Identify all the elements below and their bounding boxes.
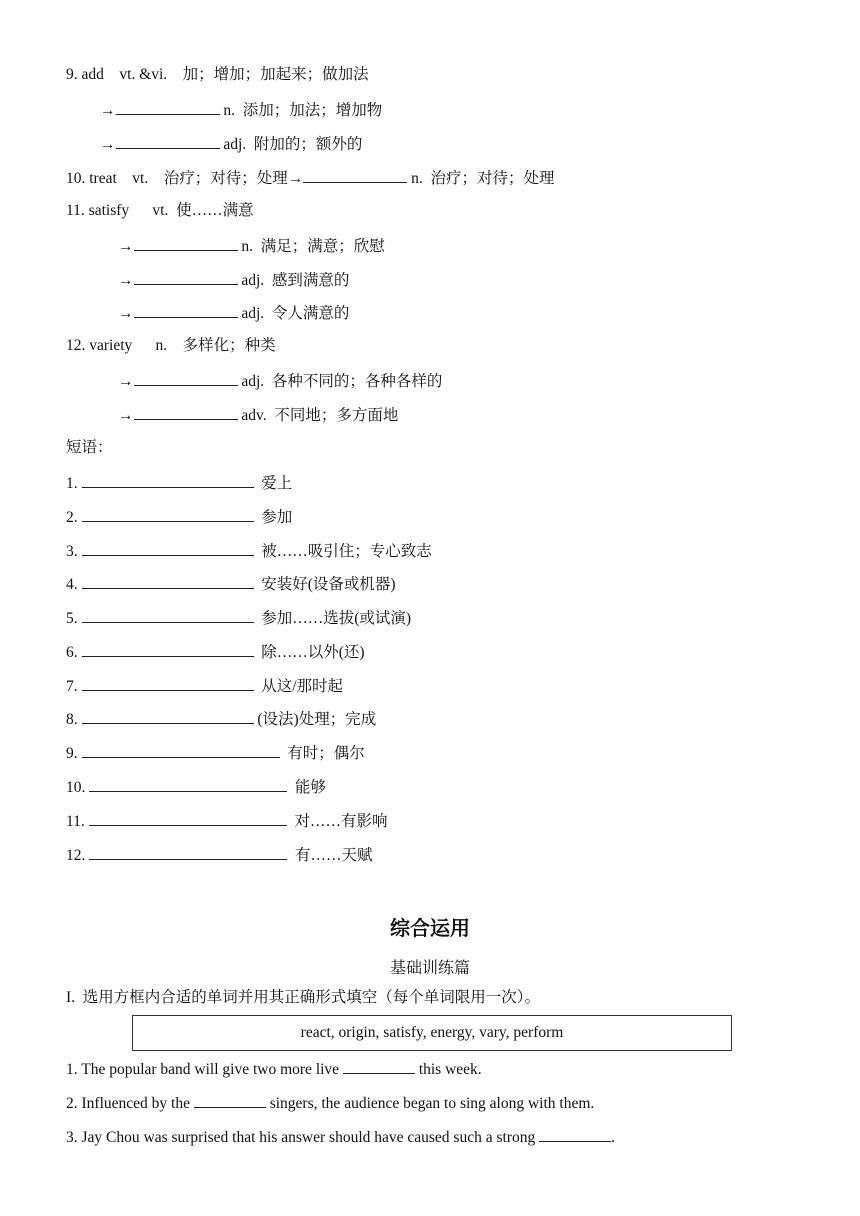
phrase-number: 4. [66,576,78,593]
vocab-entry-treat [66,167,554,189]
phrase-item [66,540,432,562]
phrase-number: 12. [66,847,86,864]
answer-blank[interactable] [82,540,254,556]
arrow-icon: → [100,136,116,153]
sentence-text: singers, the audience began to sing along with them. [265,1095,595,1112]
phrase-meaning: 对……有影响 [286,813,388,830]
phrase-item [66,573,396,595]
vocab-derivative [118,302,349,324]
phrase-item [66,506,292,528]
phrase-item [66,844,373,866]
answer-blank[interactable] [82,573,254,589]
answer-blank[interactable] [539,1126,611,1142]
phrase-item [66,742,365,764]
answer-blank[interactable] [194,1092,266,1108]
sentence-text: . [611,1129,615,1146]
answer-blank[interactable] [116,133,220,149]
phrase-number: 6. [66,644,78,661]
answer-blank[interactable] [134,235,238,251]
vocab-entry-add: 9. add vt. &vi. 加；增加；加起来；做加法 [66,66,369,83]
section-subtitle: 基础训练篇 [389,960,470,977]
answer-blank[interactable] [82,641,254,657]
phrase-item [66,472,292,494]
section-title: 综合运用 [390,916,470,940]
phrase-item [66,708,376,730]
phrase-number: 3. [66,543,78,560]
phrase-item [66,675,343,697]
derivative-meaning: n. 满足；满意；欣慰 [237,238,385,255]
answer-blank[interactable] [82,607,254,623]
entry-head: 10. treat vt. 治疗；对待；处理→ [66,170,304,187]
sentence-text: 2. Influenced by the [66,1095,194,1112]
vocab-derivative [118,269,349,291]
answer-blank[interactable] [89,776,287,792]
phrase-meaning: (设法)处理；完成 [253,711,377,728]
answer-blank[interactable] [89,844,287,860]
phrase-meaning: 有……天赋 [287,847,373,864]
vocab-entry-satisfy: 11. satisfy vt. 使……满意 [66,202,254,219]
derivative-meaning: adj. 令人满意的 [237,305,350,322]
phrase-item [66,810,387,832]
phrase-meaning: 安装好(设备或机器) [253,576,396,593]
answer-blank[interactable] [134,302,238,318]
answer-blank[interactable] [134,269,238,285]
vocab-derivative [100,133,362,155]
answer-blank[interactable] [82,472,254,488]
answer-blank[interactable] [116,99,220,115]
answer-blank[interactable] [343,1058,415,1074]
answer-blank[interactable] [134,370,238,386]
arrow-icon: → [118,238,134,255]
phrase-meaning: 参加 [253,509,293,526]
derivative-meaning: n. 添加；加法；增加物 [219,102,383,119]
derivative-meaning: adj. 附加的；额外的 [219,136,363,153]
answer-blank[interactable] [82,708,254,724]
phrase-item [66,607,411,629]
sentence-text: this week. [414,1061,482,1078]
answer-blank[interactable] [89,810,287,826]
vocab-derivative [118,370,442,392]
word-box: react, origin, satisfy, energy, vary, perform [132,1015,732,1051]
phrase-number: 8. [66,711,78,728]
phrase-item [66,776,326,798]
arrow-icon: → [118,407,134,424]
phrase-number: 7. [66,678,78,695]
phrase-meaning: 除……以外(还) [253,644,365,661]
phrase-number: 11. [66,813,85,830]
phrase-meaning: 参加……选拔(或试演) [253,610,412,627]
arrow-icon: → [100,102,116,119]
answer-blank[interactable] [134,404,238,420]
answer-blank[interactable] [303,167,407,183]
derivative-meaning: adv. 不同地；多方面地 [237,407,399,424]
exercise-sentence [66,1092,594,1114]
derivative-meaning: adj. 各种不同的；各种各样的 [237,373,443,390]
arrow-icon: → [118,305,134,322]
phrase-number: 1. [66,475,78,492]
phrase-meaning: 有时；偶尔 [279,745,365,762]
arrow-icon: → [118,272,134,289]
vocab-derivative [118,404,398,426]
exercise-sentence [66,1058,482,1080]
phrase-meaning: 爱上 [253,475,293,492]
phrase-meaning: 能够 [287,779,327,796]
sentence-text: 3. Jay Chou was surprised that his answer should have caused such a strong [66,1129,540,1146]
derivative-meaning: adj. 感到满意的 [237,272,350,289]
answer-blank[interactable] [82,506,254,522]
arrow-icon: → [118,373,134,390]
phrase-number: 9. [66,745,78,762]
derivative-meaning: n. 治疗；对待；处理 [407,170,555,187]
phrase-item [66,641,365,663]
vocab-derivative [100,99,382,121]
phrases-heading: 短语： [66,439,113,456]
answer-blank[interactable] [82,742,280,758]
phrase-meaning: 从这/那时起 [253,678,344,695]
answer-blank[interactable] [82,675,254,691]
vocab-entry-variety: 12. variety n. 多样化；种类 [66,337,276,354]
phrase-number: 10. [66,779,86,796]
vocab-derivative [118,235,385,257]
phrase-number: 5. [66,610,78,627]
sentence-text: 1. The popular band will give two more live [66,1061,343,1078]
exercise-instruction: I. 选用方框内合适的单词并用其正确形式填空（每个单词限用一次）。 [66,989,541,1006]
exercise-sentence [66,1126,615,1148]
phrase-meaning: 被……吸引住；专心致志 [253,543,432,560]
phrase-number: 2. [66,509,78,526]
